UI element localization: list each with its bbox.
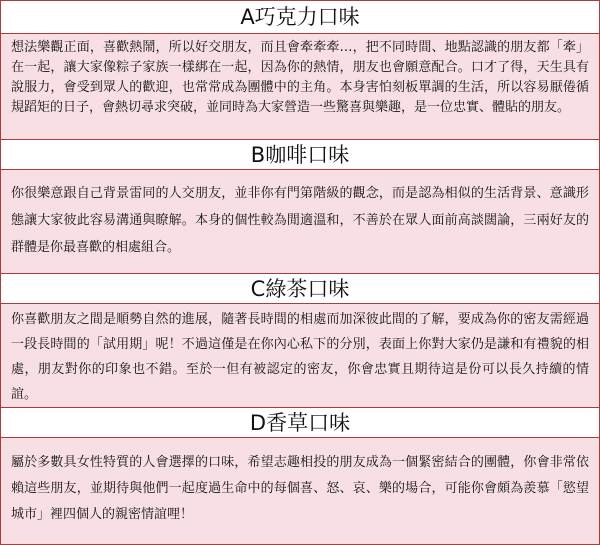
section-c-title: C綠茶口味 (1, 275, 599, 304)
section-d-text: 屬於多數具女性特質的人會選擇的口味，希望志趣相投的朋友成為一個緊密結合的團體，你會非常依賴這些朋友，並期待與他們一起度過生命中的每個喜、怒、哀、樂的場合，可能你會頗為羨慕「慾望城市」裡四個人的親密情誼哩！ (1, 438, 599, 544)
section-a-text: 想法樂觀正面，喜歡熱鬧，所以好交朋友，而且會牽牽牽…，把不同時間、地點認識的朋友都「牽」在一起，讓大家像粽子家族一樣綁在一起，因為你的熱情，朋友也會願意配合。口才了得，天生具有說服力，會受到眾人的歡迎，也常常成為團體中的主角。本身害怕刻板單調的生活，所以容易厭倦循規蹈矩的日子，會熱切尋求突破，並同時為大家營造一些驚喜與樂趣，是一位忠實、體貼的朋友。 (1, 34, 599, 140)
section-a-title: A巧克力口味 (1, 1, 599, 34)
section-b-title: B咖啡口味 (1, 141, 599, 170)
section-b-text: 你很樂意跟自己背景雷同的人交朋友，並非你有門第階級的觀念，而是認為相似的生活背景、意識形態讓大家彼此容易溝通與瞭解。本身的個性較為閒適溫和，不善於在眾人面前高談闊論，三兩好友的群體是你最喜歡的相處組合。 (1, 170, 599, 274)
section-c-text: 你喜歡朋友之間是順勢自然的進展，隨著長時間的相處而加深彼此間的了解，要成為你的密友需經過一段長時間的「試用期」呢！不過這僅是在你內心私下的分別，表面上你對大家仍是謙和有禮貌的相處，朋友對你的印象也不錯。至於一但有被認定的密友，你會忠實且期待這是份可以長久持續的情誼。 (1, 304, 599, 408)
section-d-title: D香草口味 (1, 409, 599, 438)
